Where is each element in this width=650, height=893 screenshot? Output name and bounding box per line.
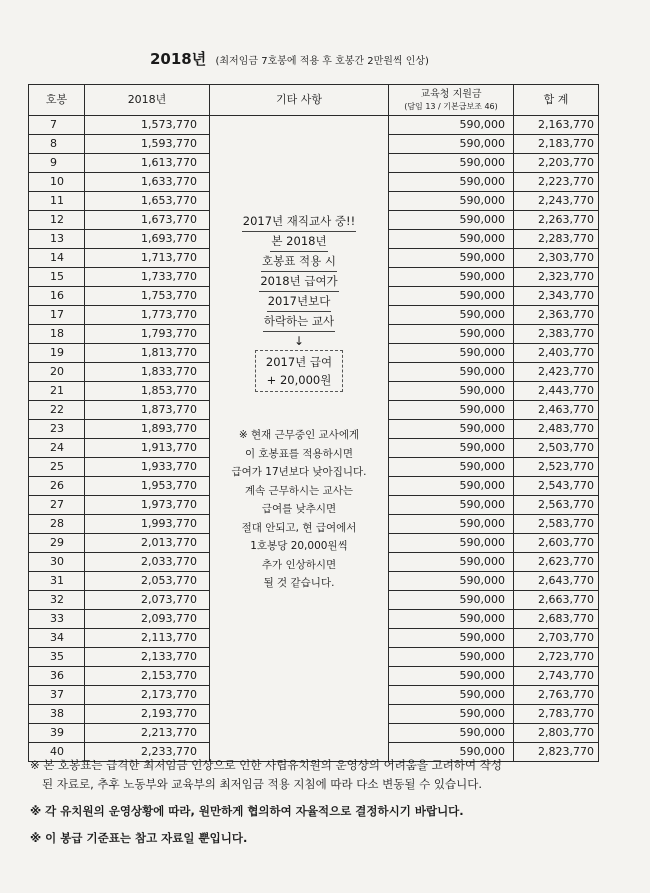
- cell-salary-2018: 2,233,770: [85, 743, 210, 762]
- cell-step: 32: [29, 591, 85, 610]
- cell-support: 590,000: [389, 192, 514, 211]
- cell-salary-2018: 1,913,770: [85, 439, 210, 458]
- cell-total: 2,763,770: [514, 686, 599, 705]
- cell-support: 590,000: [389, 382, 514, 401]
- cell-support: 590,000: [389, 515, 514, 534]
- cell-salary-2018: 1,613,770: [85, 154, 210, 173]
- cell-step: 14: [29, 249, 85, 268]
- cell-step: 21: [29, 382, 85, 401]
- etc-advice-line: 추가 인상하시면: [261, 558, 337, 571]
- cell-total: 2,823,770: [514, 743, 599, 762]
- cell-support: 590,000: [389, 648, 514, 667]
- down-arrow-icon: ↓: [293, 334, 305, 348]
- cell-support: 590,000: [389, 686, 514, 705]
- cell-total: 2,463,770: [514, 401, 599, 420]
- cell-support: 590,000: [389, 629, 514, 648]
- cell-total: 2,703,770: [514, 629, 599, 648]
- cell-support: 590,000: [389, 344, 514, 363]
- footnote-3: ※ 이 봉급 기준표는 참고 자료일 뿐입니다.: [30, 831, 248, 845]
- cell-total: 2,283,770: [514, 230, 599, 249]
- cell-support: 590,000: [389, 705, 514, 724]
- cell-total: 2,223,770: [514, 173, 599, 192]
- cell-step: 39: [29, 724, 85, 743]
- cell-total: 2,263,770: [514, 211, 599, 230]
- cell-total: 2,683,770: [514, 610, 599, 629]
- cell-step: 20: [29, 363, 85, 382]
- cell-support: 590,000: [389, 553, 514, 572]
- cell-step: 25: [29, 458, 85, 477]
- cell-step: 26: [29, 477, 85, 496]
- cell-salary-2018: 1,633,770: [85, 173, 210, 192]
- cell-step: 19: [29, 344, 85, 363]
- cell-salary-2018: 1,653,770: [85, 192, 210, 211]
- cell-support: 590,000: [389, 610, 514, 629]
- cell-total: 2,663,770: [514, 591, 599, 610]
- etc-advice-line: 될 것 같습니다.: [263, 577, 335, 589]
- cell-support: 590,000: [389, 496, 514, 515]
- cell-support: 590,000: [389, 268, 514, 287]
- cell-step: 15: [29, 268, 85, 287]
- cell-total: 2,403,770: [514, 344, 599, 363]
- cell-total: 2,363,770: [514, 306, 599, 325]
- cell-salary-2018: 1,973,770: [85, 496, 210, 515]
- cell-salary-2018: 2,033,770: [85, 553, 210, 572]
- cell-total: 2,343,770: [514, 287, 599, 306]
- etc-advice-line: 급여를 낮추시면: [261, 503, 337, 515]
- cell-step: 17: [29, 306, 85, 325]
- cell-support: 590,000: [389, 458, 514, 477]
- header-step: 호봉: [29, 85, 85, 116]
- cell-salary-2018: 1,853,770: [85, 382, 210, 401]
- title-year: 2018년: [150, 50, 207, 68]
- cell-support: 590,000: [389, 591, 514, 610]
- cell-salary-2018: 2,053,770: [85, 572, 210, 591]
- cell-total: 2,443,770: [514, 382, 599, 401]
- etc-advice-line: 절대 안되고, 현 급여에서: [241, 521, 357, 534]
- etc-raise-line: 2017년 급여: [265, 355, 333, 369]
- cell-support: 590,000: [389, 116, 514, 135]
- cell-step: 12: [29, 211, 85, 230]
- cell-step: 10: [29, 173, 85, 192]
- cell-total: 2,163,770: [514, 116, 599, 135]
- cell-salary-2018: 2,013,770: [85, 534, 210, 553]
- cell-total: 2,623,770: [514, 553, 599, 572]
- table-body: [29, 116, 599, 762]
- cell-step: 37: [29, 686, 85, 705]
- cell-step: 11: [29, 192, 85, 211]
- cell-support: 590,000: [389, 534, 514, 553]
- header-support-note: (담임 13 / 기본급보조 46): [404, 102, 498, 111]
- cell-total: 2,783,770: [514, 705, 599, 724]
- cell-total: 2,583,770: [514, 515, 599, 534]
- etc-warning-line: 2017년 재직교사 중!!: [242, 212, 356, 232]
- cell-salary-2018: 2,113,770: [85, 629, 210, 648]
- footnote-2: ※ 각 유치원의 운영상황에 따라, 원만하게 협의하여 자율적으로 결정하시기 바랍니다.: [30, 804, 464, 818]
- cell-step: 18: [29, 325, 85, 344]
- cell-support: 590,000: [389, 724, 514, 743]
- cell-step: 8: [29, 135, 85, 154]
- cell-support: 590,000: [389, 154, 514, 173]
- cell-step: 7: [29, 116, 85, 135]
- cell-total: 2,603,770: [514, 534, 599, 553]
- cell-salary-2018: 2,173,770: [85, 686, 210, 705]
- cell-step: 24: [29, 439, 85, 458]
- cell-total: 2,643,770: [514, 572, 599, 591]
- footnotes: [30, 756, 620, 856]
- cell-salary-2018: 1,773,770: [85, 306, 210, 325]
- cell-step: 16: [29, 287, 85, 306]
- table-header-row: [29, 85, 599, 116]
- cell-total: 2,503,770: [514, 439, 599, 458]
- header-2018: 2018년: [85, 85, 210, 116]
- footnote-1-line1: ※ 본 호봉표는 급격한 최저임금 인상으로 인한 사립유치원의 운영상의 어려움을 고려하여 작성: [30, 758, 502, 772]
- cell-salary-2018: 1,993,770: [85, 515, 210, 534]
- header-support-label: 교육청 지원금: [420, 89, 482, 100]
- cell-total: 2,383,770: [514, 325, 599, 344]
- cell-step: 31: [29, 572, 85, 591]
- etc-advice-line: 급여가 17년보다 낮아집니다.: [231, 466, 367, 478]
- cell-support: 590,000: [389, 287, 514, 306]
- cell-step: 35: [29, 648, 85, 667]
- cell-step: 13: [29, 230, 85, 249]
- cell-total: 2,723,770: [514, 648, 599, 667]
- etc-warning-line: 2017년보다: [267, 292, 332, 312]
- etc-warning-block: [210, 212, 388, 332]
- cell-salary-2018: 1,813,770: [85, 344, 210, 363]
- cell-support: 590,000: [389, 477, 514, 496]
- etc-warning-line: 하락하는 교사: [263, 312, 335, 332]
- cell-step: 38: [29, 705, 85, 724]
- cell-support: 590,000: [389, 420, 514, 439]
- etc-raise-box: [255, 350, 343, 392]
- etc-advice-line: 이 호봉표를 적용하시면: [244, 447, 354, 460]
- cell-salary-2018: 1,793,770: [85, 325, 210, 344]
- cell-support: 590,000: [389, 439, 514, 458]
- cell-support: 590,000: [389, 135, 514, 154]
- cell-total: 2,803,770: [514, 724, 599, 743]
- cell-total: 2,323,770: [514, 268, 599, 287]
- cell-salary-2018: 2,153,770: [85, 667, 210, 686]
- cell-salary-2018: 2,193,770: [85, 705, 210, 724]
- cell-step: 27: [29, 496, 85, 515]
- etc-raise-line: + 20,000원: [266, 373, 332, 387]
- page-title: [150, 48, 570, 69]
- cell-step: 34: [29, 629, 85, 648]
- cell-salary-2018: 1,873,770: [85, 401, 210, 420]
- cell-step: 29: [29, 534, 85, 553]
- cell-salary-2018: 1,593,770: [85, 135, 210, 154]
- table-row: [29, 116, 599, 135]
- cell-support: 590,000: [389, 363, 514, 382]
- cell-step: 23: [29, 420, 85, 439]
- etc-advice-line: 1호봉당 20,000원씩: [250, 540, 348, 552]
- header-etc: 기타 사항: [210, 85, 389, 116]
- cell-step: 30: [29, 553, 85, 572]
- cell-total: 2,203,770: [514, 154, 599, 173]
- cell-salary-2018: 2,073,770: [85, 591, 210, 610]
- title-subtitle: (최저임금 7호봉에 적용 후 호봉간 2만원씩 인상): [215, 56, 429, 67]
- salary-table: [28, 84, 599, 762]
- cell-salary-2018: 2,093,770: [85, 610, 210, 629]
- cell-step: 28: [29, 515, 85, 534]
- cell-support: 590,000: [389, 572, 514, 591]
- cell-salary-2018: 1,573,770: [85, 116, 210, 135]
- cell-total: 2,523,770: [514, 458, 599, 477]
- cell-salary-2018: 1,933,770: [85, 458, 210, 477]
- cell-support: 590,000: [389, 211, 514, 230]
- cell-salary-2018: 1,693,770: [85, 230, 210, 249]
- cell-support: 590,000: [389, 325, 514, 344]
- cell-salary-2018: 2,133,770: [85, 648, 210, 667]
- cell-salary-2018: 1,753,770: [85, 287, 210, 306]
- cell-step: 40: [29, 743, 85, 762]
- cell-salary-2018: 1,953,770: [85, 477, 210, 496]
- cell-total: 2,483,770: [514, 420, 599, 439]
- cell-salary-2018: 1,733,770: [85, 268, 210, 287]
- cell-step: 33: [29, 610, 85, 629]
- cell-total: 2,243,770: [514, 192, 599, 211]
- cell-salary-2018: 1,713,770: [85, 249, 210, 268]
- footnote-1: [30, 756, 620, 794]
- etc-warning-line: 본 2018년: [270, 232, 327, 252]
- cell-total: 2,183,770: [514, 135, 599, 154]
- cell-support: 590,000: [389, 667, 514, 686]
- etc-advice-block: [210, 426, 388, 593]
- cell-support: 590,000: [389, 401, 514, 420]
- cell-step: 36: [29, 667, 85, 686]
- etc-warning-line: 호봉표 적용 시: [261, 252, 337, 272]
- header-total: 합 계: [514, 85, 599, 116]
- etc-advice-line: ※ 현재 근무중인 교사에게: [238, 429, 360, 441]
- cell-total: 2,543,770: [514, 477, 599, 496]
- cell-salary-2018: 1,893,770: [85, 420, 210, 439]
- cell-support: 590,000: [389, 173, 514, 192]
- cell-step: 9: [29, 154, 85, 173]
- cell-salary-2018: 1,833,770: [85, 363, 210, 382]
- cell-salary-2018: 1,673,770: [85, 211, 210, 230]
- cell-total: 2,563,770: [514, 496, 599, 515]
- cell-total: 2,743,770: [514, 667, 599, 686]
- etc-warning-line: 2018년 급여가: [259, 272, 338, 292]
- cell-total: 2,303,770: [514, 249, 599, 268]
- cell-etc-notes: [210, 116, 389, 762]
- header-support: [389, 85, 514, 116]
- cell-support: 590,000: [389, 249, 514, 268]
- cell-total: 2,423,770: [514, 363, 599, 382]
- cell-support: 590,000: [389, 743, 514, 762]
- cell-support: 590,000: [389, 230, 514, 249]
- cell-step: 22: [29, 401, 85, 420]
- footnote-1-line2: 된 자료로, 추후 노동부와 교육부의 최저임금 적용 지침에 따라 다소 변동될 수 있습니다.: [42, 777, 482, 791]
- etc-advice-line: 계속 근무하시는 교사는: [244, 484, 354, 497]
- cell-support: 590,000: [389, 306, 514, 325]
- cell-salary-2018: 2,213,770: [85, 724, 210, 743]
